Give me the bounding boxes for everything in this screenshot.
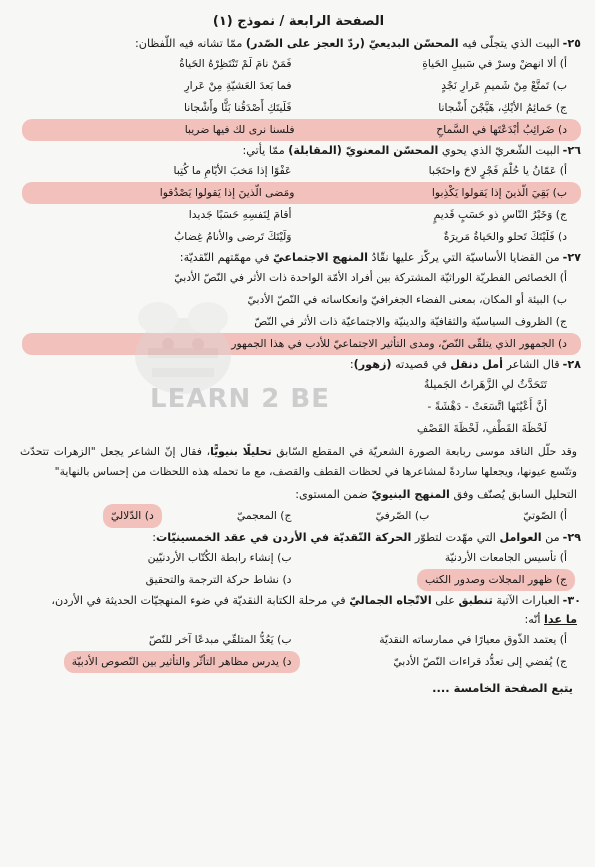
sub-question-tail: ضمن المستوى: bbox=[295, 488, 372, 501]
paragraph-bold: تحليلًا بنيويًّا bbox=[210, 445, 272, 458]
option-c[interactable]: ج) الظروف السياسيّة والثقافيّة والدينيّة والاجتماعيّة ذات الأثر في النّصّ bbox=[254, 315, 567, 328]
option-row-highlighted[interactable] bbox=[22, 119, 581, 141]
question-stem-bold-2: الحركة النّقديّة في الأردن في عقد الخمسينيّات bbox=[156, 531, 412, 544]
question-number: ٢٦- bbox=[562, 144, 581, 157]
option-row bbox=[16, 547, 581, 569]
verse-second-half: فَمَنْ نامَ لَمْ تَنْتَظِرْهُ الحَياةُ bbox=[179, 57, 292, 70]
watermark-text: LEARN 2 BE bbox=[150, 384, 331, 414]
question-27 bbox=[16, 249, 581, 267]
verse-first-half: د) فَلَيْتَكَ تَحلو والحَياةُ مَريرَةٌ bbox=[443, 230, 567, 243]
question-stem-tail: : bbox=[152, 531, 157, 544]
verse-second-half: أقامَ لِنَفسِهِ حَسَبًا جَديدا bbox=[188, 208, 292, 221]
poem-line: أنَّ أَعْيُنَها اتَّسَعَتْ - دَهْشَةً - bbox=[427, 400, 547, 413]
poem-line: لَحْظَةَ القَطْفِ، لَحْظَةَ القَصْفِ bbox=[416, 422, 547, 435]
option-a[interactable]: أ) الصّوتيّ bbox=[523, 509, 567, 522]
except-label: ما عدا bbox=[544, 613, 577, 626]
question-stem-bold: المنهج الاجتماعيّ bbox=[273, 251, 368, 264]
option-c-highlighted[interactable]: ج) ظهور المجلات وصدور الكتب bbox=[417, 569, 575, 591]
verse-first-half: ب) بَقِيَ الّذينَ إذا يَقولوا يَكْذِبوا bbox=[431, 186, 567, 199]
verse-first-half: ج) وَخَيْرُ النّاسِ ذو حَسَبٍ قَديمٍ bbox=[433, 208, 567, 221]
verse-first-half: د) ضَرائِبُ أبْدَعْتَها في السَّماحِ bbox=[436, 123, 567, 136]
question-25 bbox=[16, 35, 581, 53]
question-number: ٣٠- bbox=[562, 594, 581, 607]
question-stem-mid: على bbox=[431, 594, 459, 607]
paragraph-text: وقد حلّل الناقد موسى ربابعة الصورة الشعريّة في المقطع السّابق bbox=[271, 445, 577, 458]
analysis-paragraph bbox=[16, 440, 581, 482]
option-d-cell[interactable] bbox=[16, 651, 292, 673]
poet-name: أمل دنقل bbox=[450, 358, 503, 371]
paragraph-text-tail: ، فقال إنّ الشاعر يجعل "الزهرات تتحدّث وتتّسع عيونها، ويجعلها ساردةً لمشاعرها في لحظات القطف والقصف، مع ما تحمله هذه اللحظات من إحساس بالنهاية" bbox=[20, 445, 577, 478]
option-b[interactable]: ب) الصّرفيّ bbox=[375, 509, 430, 522]
continue-note: يتبع الصفحة الخامسة .... bbox=[432, 681, 573, 695]
question-stem-bold: المحسّن البديعيّ (ردّ العجز على الصّدر) bbox=[245, 37, 459, 50]
option-b[interactable]: ب) البيئة أو المكان، بمعنى الفضاء الجغرافيّ وانعكاساته في النّصّ الأدبيّ bbox=[247, 293, 567, 306]
question-stem: البيت الشّعريّ الذي يحوي bbox=[438, 144, 560, 157]
option-a[interactable]: أ) يعتمد الذّوق معيارًا في ممارساته النقديّة bbox=[379, 633, 567, 646]
question-30 bbox=[16, 592, 581, 610]
option-d-highlighted[interactable]: د) يدرس مظاهر التأثّر والتأثير بين النّصوص الأدبيّة bbox=[64, 651, 300, 673]
option-b[interactable]: ب) إنشاء رابطة الكُتّاب الأردنيّين bbox=[147, 551, 292, 564]
verse-second-half: فما بَعدَ العَشيّةِ مِنْ عَرارِ bbox=[184, 79, 292, 92]
verse-second-half: فلسنا نرى لك فيها ضريبا bbox=[184, 123, 295, 136]
question-number: ٢٩- bbox=[562, 531, 581, 544]
question-stem-bold-2: الاتّجاه الجماليّ bbox=[349, 594, 432, 607]
verse-first-half: ب) تَمتَّعْ مِنْ شَميمِ عَرارِ نَجْدٍ bbox=[441, 79, 567, 92]
question-stem-bold: المحسّن المعنويّ (المقابلة) bbox=[288, 144, 439, 157]
question-number: ٢٥- bbox=[562, 37, 581, 50]
option-c-cell[interactable] bbox=[292, 569, 568, 591]
poem-title: (زهور) bbox=[353, 358, 392, 371]
option-row[interactable] bbox=[16, 160, 581, 182]
sub-question-bold: المنهج البنيويّ bbox=[371, 488, 450, 501]
option-row bbox=[16, 651, 581, 673]
question-stem-tail: في مرحلة الكتابة النقديّة في ضوء المنهجيّات الحديثة في الأردن، bbox=[51, 594, 350, 607]
verse-second-half: وَلَيْتَكَ تَرضى والأنامُ غِضابُ bbox=[174, 230, 292, 243]
option-row[interactable] bbox=[16, 97, 581, 119]
question-29 bbox=[16, 529, 581, 547]
verse-first-half: أ) عَمّانُ يا حُلْمَ فَجْرٍ لاحَ واحتَجَبا bbox=[428, 164, 567, 177]
verse-first-half: أ) ألا انهضْ وسرْ في سَبيلِ الحَياةِ bbox=[422, 57, 567, 70]
option-d-highlighted[interactable]: د) الدّلاليّ bbox=[103, 504, 162, 528]
question-stem: البيت الذي يتجلّى فيه bbox=[458, 37, 560, 50]
option-row[interactable] bbox=[16, 53, 581, 75]
question-stem-tail: : bbox=[349, 358, 354, 371]
question-stem-tail: ممّا تشانه فيه اللّفظان: bbox=[134, 37, 246, 50]
option-b[interactable]: ب) يَعُدُّ المتلقّي مبدعًا آخر للنّصّ bbox=[148, 633, 292, 646]
question-stem: قال الشاعر bbox=[502, 358, 560, 371]
option-c[interactable]: ج) المعجميّ bbox=[236, 509, 292, 522]
question-stem-mid: في قصيدته bbox=[391, 358, 451, 371]
option-row bbox=[16, 569, 581, 591]
option-a[interactable]: أ) الخصائص الفطريّة الوراثيّة المشتركة بين أفراد الأمّة الواحدة ذات الأثر في النّصّ الأدبيّ bbox=[174, 271, 567, 284]
question-number: ٢٧- bbox=[562, 251, 581, 264]
question-stem-tail: ممّا يأتي: bbox=[242, 144, 289, 157]
option-a[interactable]: أ) تأسيس الجامعات الأردنيّة bbox=[444, 551, 567, 564]
question-stem: من القضايا الأساسيّة التي يركّز عليها نقّادُ bbox=[367, 251, 560, 264]
option-row bbox=[16, 629, 581, 651]
question-stem-tail: في مهمّتهم النّقديّة: bbox=[179, 251, 274, 264]
question-26 bbox=[16, 142, 581, 160]
option-d[interactable]: د) نشاط حركة الترجمة والتحقيق bbox=[145, 573, 292, 586]
verse-second-half: فَلَيتَكِ أَصْدَقُنا بَثًّا وأَشْجانا bbox=[183, 101, 292, 114]
page-title: الصفحة الرابعة / نموذج (١) bbox=[212, 14, 385, 29]
option-d-highlighted[interactable]: د) الجمهور الذي يتلقّى النّصّ، ومدى التأثير الاجتماعيّ للأدب في هذا الجمهور bbox=[22, 333, 581, 355]
option-row[interactable] bbox=[16, 204, 581, 226]
question-stem-bold: تنطبق bbox=[458, 594, 493, 607]
question-stem: العبارات الآتية bbox=[492, 594, 560, 607]
except-tail: أنّه: bbox=[524, 613, 545, 626]
except-line bbox=[16, 611, 581, 629]
option-row[interactable] bbox=[16, 226, 581, 248]
verse-first-half: ج) حَمائِمُ الأيْكِ، هَيَّجْنَ أَشْجانا bbox=[438, 101, 567, 114]
question-28 bbox=[16, 356, 581, 374]
verse-second-half: عَفْوًا إذا مَخبَ الأيّامِ ما كُتِبا bbox=[173, 164, 292, 177]
sub-question bbox=[16, 486, 581, 504]
verse-second-half: ومَضى الّذينَ إذا يَقولوا يَصْدُقوا bbox=[159, 186, 295, 199]
question-stem: من bbox=[541, 531, 560, 544]
question-stem-bold: العوامل bbox=[499, 531, 542, 544]
option-d-cell[interactable] bbox=[16, 504, 154, 528]
option-row-highlighted[interactable] bbox=[22, 182, 581, 204]
option-row[interactable] bbox=[16, 75, 581, 97]
question-number: ٢٨- bbox=[562, 358, 581, 371]
option-c[interactable]: ج) يُفضي إلى تعدُّد قراءات النّصّ الأدبيّ bbox=[393, 655, 567, 668]
question-stem-mid: التي مهّدت لتطوّر bbox=[411, 531, 500, 544]
sub-question-text: التحليل السابق يُصنّف وفق bbox=[449, 488, 577, 501]
options-row bbox=[16, 504, 581, 528]
poem-line: تَتَحَدَّثُ لي الزَّهَراتُ الجَميلةُ bbox=[423, 378, 547, 391]
